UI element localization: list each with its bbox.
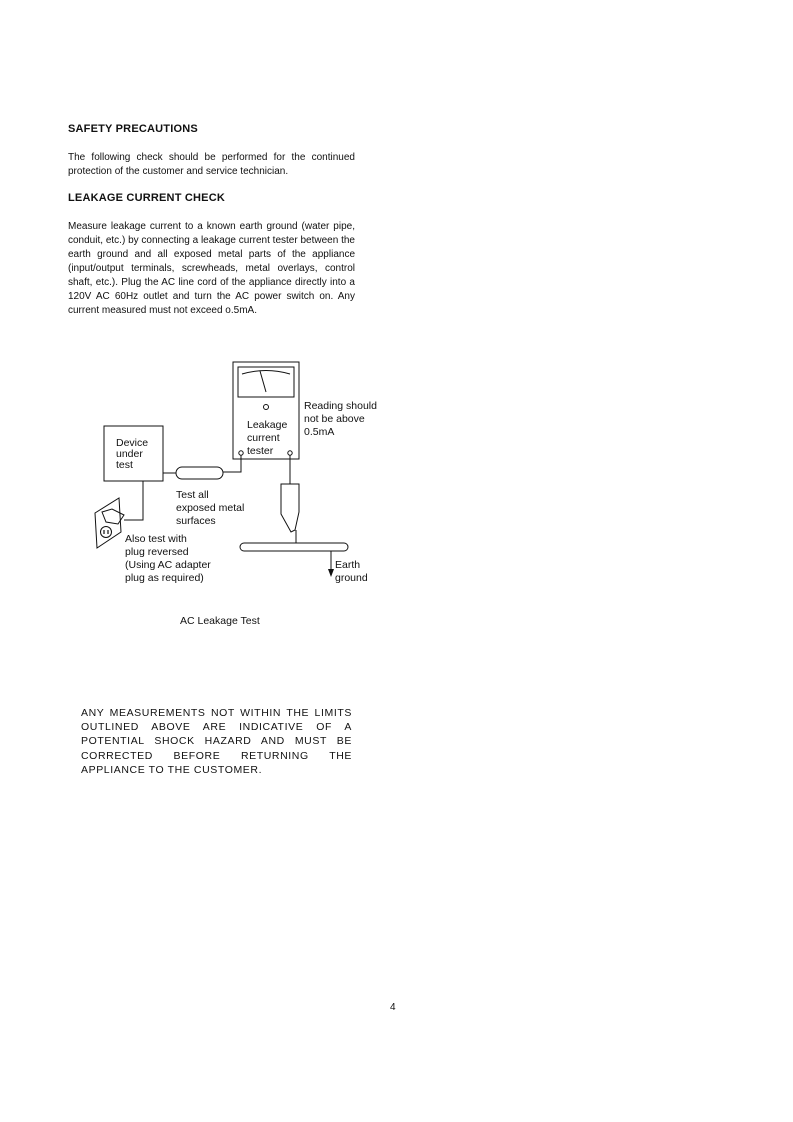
- warning-notice: ANY MEASUREMENTS NOT WITHIN THE LIMITS OUTLINED ABOVE ARE INDICATIVE OF A POTENTIAL SHOCK HAZARD AND MUST BE CORRECTED BEFORE RETURNING THE APPLIANCE TO THE CUSTOMER.: [81, 707, 352, 776]
- wall-outlet: [95, 498, 121, 548]
- reading-label-line-1: Reading should: [304, 400, 377, 412]
- device-label-line-1: Device: [116, 437, 149, 449]
- plug-label-line-4: plug as required): [125, 572, 204, 584]
- tester-meter-scale: [242, 371, 290, 375]
- device-power-cord: [124, 481, 143, 520]
- safety-precautions-text: The following check should be performed for the continued protection of the customer and service technician.: [68, 152, 355, 177]
- tester-label-line-1: Leakage: [247, 419, 288, 431]
- tester-knob: [264, 405, 269, 410]
- outlet-socket: [101, 527, 112, 538]
- tester-meter-window: [238, 367, 294, 397]
- leakage-current-check-heading: LEAKAGE CURRENT CHECK: [68, 192, 225, 204]
- tester-meter-needle: [260, 371, 266, 392]
- safety-precautions-heading: SAFETY PRECAUTIONS: [68, 123, 198, 135]
- tester-terminal-left: [239, 451, 243, 455]
- plug-label-line-1: Also test with: [125, 533, 187, 545]
- earth-ground-arrow: [328, 569, 334, 577]
- ground-clamp: [281, 484, 299, 532]
- tester-label-line-3: tester: [247, 445, 274, 457]
- metal-label-line-1: Test all: [176, 489, 209, 501]
- diagram-caption: AC Leakage Test: [180, 615, 260, 627]
- plug-label-line-3: (Using AC adapter: [125, 559, 211, 571]
- tester-label-line-2: current: [247, 432, 280, 444]
- reading-label-line-2: not be above: [304, 413, 365, 425]
- page-number: 4: [390, 1002, 396, 1013]
- probe-lead-wire: [223, 455, 241, 472]
- device-label-line-3: test: [116, 459, 133, 471]
- device-label-line-2: under: [116, 448, 143, 460]
- test-probe: [176, 467, 223, 479]
- metal-label-line-3: surfaces: [176, 515, 216, 527]
- leakage-current-check-text: Measure leakage current to a known earth ground (water pipe, conduit, etc.) by connecting a leakage current tester between the earth ground and all exposed metal parts of the appliance (input/output terminals, screwheads, metal overlays, control shaft, etc.). Plug the AC line cord of the appliance directly into a 120V AC 60Hz outlet and turn the AC power switch on. Any current measured must not exceed o.5mA.: [68, 221, 355, 316]
- earth-label-line-2: ground: [335, 572, 368, 584]
- ground-bar: [240, 543, 348, 551]
- tester-terminal-right: [288, 451, 292, 455]
- metal-label-line-2: exposed metal: [176, 502, 245, 514]
- earth-label-line-1: Earth: [335, 559, 361, 571]
- reading-label-line-3: 0.5mA: [304, 426, 335, 438]
- plug-label-line-2: plug reversed: [125, 546, 189, 558]
